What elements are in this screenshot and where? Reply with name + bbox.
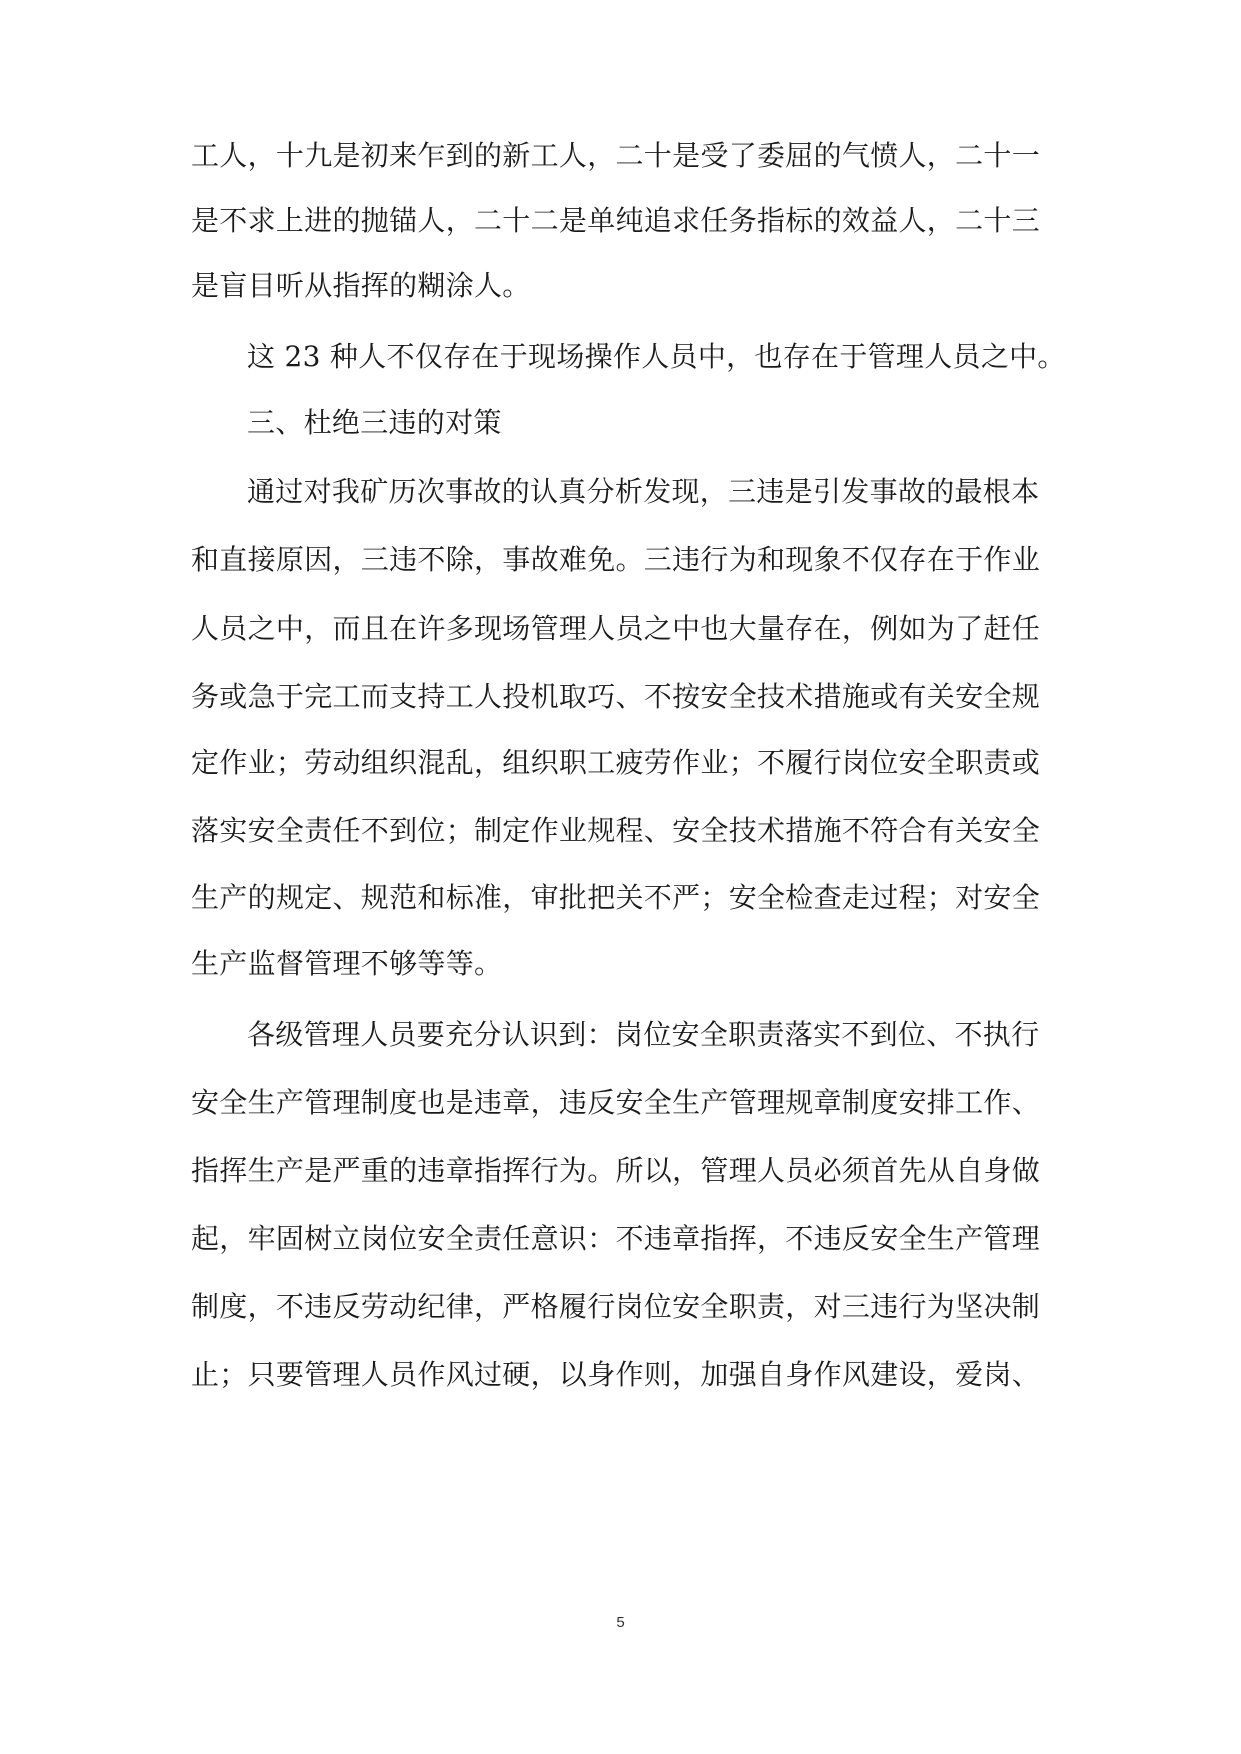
body-text-line: 人员之中，而且在许多现场管理人员之中也大量存在，例如为了赶任: [191, 612, 1041, 645]
body-text-line: 是盲目听从指挥的糊涂人。: [191, 269, 531, 302]
page-number: 5: [616, 1614, 625, 1631]
body-text-line: 生产监督管理不够等等。: [191, 947, 503, 980]
body-text-line: 生产的规定、规范和标准，审批把关不严；安全检查走过程；对安全: [191, 881, 1041, 914]
body-text-line: 各级管理人员要充分认识到：岗位安全职责落实不到位、不执行: [247, 1018, 1040, 1051]
body-text-line: 工人，十九是初来乍到的新工人，二十是受了委屈的气愤人，二十一: [191, 139, 1041, 172]
body-text-line: 落实安全责任不到位；制定作业规程、安全技术措施不符合有关安全: [191, 814, 1041, 847]
body-text-line: 定作业；劳动组织混乱，组织职工疲劳作业；不履行岗位安全职责或: [191, 746, 1041, 779]
body-text-line: 务或急于完工而支持工人投机取巧、不按安全技术措施或有关安全规: [191, 680, 1041, 713]
body-text-line: 起，牢固树立岗位安全责任意识：不违章指挥，不违反安全生产管理: [191, 1222, 1041, 1255]
body-text-line: 这 23 种人不仅存在于现场操作人员中，也存在于管理人员之中。: [247, 340, 1066, 373]
section-heading: 三、杜绝三违的对策: [247, 406, 502, 439]
body-text-line: 制度，不违反劳动纪律，严格履行岗位安全职责，对三违行为坚决制: [191, 1290, 1041, 1323]
body-text-line: 通过对我矿历次事故的认真分析发现，三违是引发事故的最根本: [247, 475, 1040, 508]
body-text-line: 是不求上进的抛锚人，二十二是单纯追求任务指标的效益人，二十三: [191, 204, 1041, 237]
body-text-line: 安全生产管理制度也是违章，违反安全生产管理规章制度安排工作、: [191, 1086, 1041, 1119]
body-text-line: 和直接原因，三违不除，事故难免。三违行为和现象不仅存在于作业: [191, 543, 1041, 576]
body-text-line: 止；只要管理人员作风过硬，以身作则，加强自身作风建设，爱岗、: [191, 1358, 1041, 1391]
body-text-line: 指挥生产是严重的违章指挥行为。所以，管理人员必须首先从自身做: [191, 1154, 1041, 1187]
